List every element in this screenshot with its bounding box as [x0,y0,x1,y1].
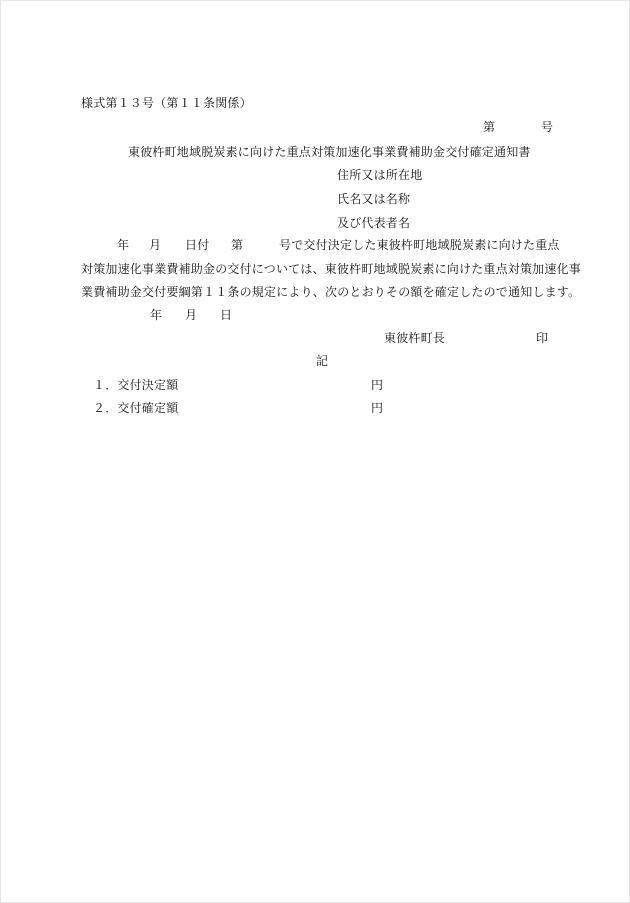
item-unit: 円 [371,378,384,392]
body-dai: 第 [231,238,244,252]
item-label: ２．交付確定額 [93,401,179,415]
body-line-1-rest: 号で交付決定した東彼杵町地域脱炭素に向けた重点 [279,238,560,252]
body-day-dated: 日付 [185,238,210,252]
name-label: 氏名又は名称 [337,192,411,206]
date-day: 日 [220,308,233,322]
date-month: 月 [185,308,198,322]
issuer-title: 東彼杵町長 [384,331,446,345]
issue-number-prefix: 第 [483,120,496,134]
body-year: 年 [117,238,130,252]
address-label: 住所又は所在地 [337,168,423,182]
form-label: 様式第１３号（第１１条関係） [81,96,252,110]
date-year: 年 [150,308,163,322]
body-month: 月 [149,238,162,252]
issue-number-suffix: 号 [541,120,554,134]
seal-mark: 印 [536,331,549,345]
item-unit: 円 [371,401,384,415]
item-label: １．交付決定額 [93,378,179,392]
document-title: 東彼杵町地域脱炭素に向けた重点対策加速化事業費補助金交付確定通知書 [128,145,531,159]
body-line-3: 業費補助金交付要綱第１１条の規定により、次のとおりその額を確定したので通知します。 [81,285,581,299]
body-line-2: 対策加速化事業費補助金の交付については、東彼杵町地域脱炭素に向けた重点対策加速化事 [81,262,581,276]
ki-label: 記 [316,354,329,368]
representative-label: 及び代表者名 [337,216,411,230]
